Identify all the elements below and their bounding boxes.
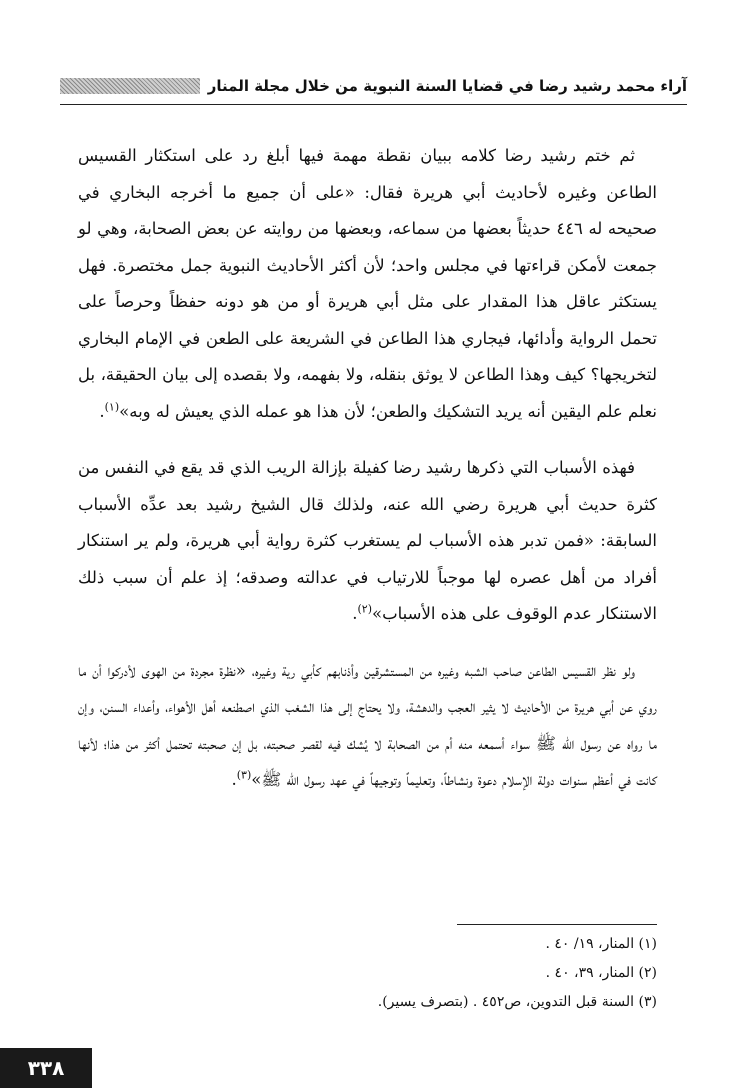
footnote: (٢) المنار، ٣٩، ٤٠ .: [545, 965, 657, 981]
paragraph-end: .: [231, 770, 237, 789]
page-number: ٣٣٨: [0, 1048, 92, 1088]
footnote-ref: (٣): [236, 768, 252, 782]
footnote-ref: (٢): [357, 602, 372, 616]
paragraph: ثم ختم رشيد رضا كلامه ببيان نقطة مهمة فيها أبلغ رد على استكثار القسيس الطاعن وغيره لأحاديث أبي هريرة فقال: «على أن جميع ما أخرجه البخاري في صحيحه له ٤٤٦ حديثاً بعضها من سماعه، وبعضها من روايته عن بعض الصحابة، وهي لو جمعت لأمكن قراءتها في مجلس واحد؛ لأن أكثر الأحاديث النبوية جمل مختصرة. فهل يستكثر عاقل هذا المقدار على مثل أبي هريرة أو من هو دونه حفظاً وحرصاً على تحمل الرواية وأدائها، فيجاري هذا الطاعن في الشريعة على الطعن في الإمام البخاري لتخريجها؟ كيف وهذا الطاعن لا يوثق بنقله، ولا بفهمه، ولا بقصده إلى بيان الحقيقة، بل نعلم علم اليقين أنه يريد التشكيك والطعن؛ لأن هذا هو عمله الذي يعيش له وبه»$^{(١)}$.: [78, 146, 657, 421]
main-text: [78, 138, 657, 819]
paragraph: [78, 653, 657, 799]
footnote-ref: (١): [104, 400, 120, 413]
header-divider: [60, 104, 687, 105]
footnote: (١) المنار، ١٩/ ٤٠ .: [545, 936, 657, 952]
paragraph-text: فهذه الأسباب التي ذكرها رشيد رضا كفيلة بإزالة الريب الذي قد يقع في النفس من كثرة حديث أبي هريرة رضي الله عنه، ولذلك قال الشيخ رشيد بعد عدِّه الأسباب السابقة: «فمن تدبر هذه الأسباب لم يستغرب كثرة رواية أبي هريرة، ولم ير استنكار أفراد من أهل عصره لها موجباً للارتياب في عدالته وصدقه؛ إذ علم أن سبب ذلك الاستنكار عدم الوقوف على هذه الأسباب»: [78, 458, 657, 623]
footnote-divider: [457, 924, 657, 925]
paragraph: فهذه الأسباب التي ذكرها رشيد رضا كفيلة بإزالة الريب الذي قد يقع في النفس من كثرة حديث أبي هريرة رضي الله عنه، ولذلك قال الشيخ رشيد بعد عدِّه الأسباب السابقة: «فمن تدبر هذه الأسباب لم يستغرب كثرة رواية أبي هريرة، ولم ير استنكار أفراد من أهل عصره لها موجباً للارتياب في عدالته وصدقه؛ إذ علم أن سبب ذلك الاستنكار عدم الوقوف على هذه الأسباب»$^{(٢)}$.: [78, 458, 657, 623]
header-shaded-bar: [60, 78, 200, 94]
footnote: (٣) السنة قبل التدوين، ص٤٥٢ . (بتصرف يسير).: [377, 994, 657, 1010]
header-title: آراء محمد رشيد رضا في قضايا السنة النبوية من خلال مجلة المنار: [207, 77, 687, 95]
paragraph-text: ثم ختم رشيد رضا كلامه ببيان نقطة مهمة فيها أبلغ رد على استكثار القسيس الطاعن وغيره لأحاديث أبي هريرة فقال: «على أن جميع ما أخرجه البخاري في صحيحه له ٤٤٦ حديثاً بعضها من سماعه، وبعضها من روايته عن بعض الصحابة، وهي لو جمعت لأمكن قراءتها في مجلس واحد؛ لأن أكثر الأحاديث النبوية جمل مختصرة. فهل يستكثر عاقل هذا المقدار على مثل أبي هريرة أو من هو دونه حفظاً وحرصاً على تحمل الرواية وأدائها، فيجاري هذا الطاعن في الشريعة على الطعن في الإمام البخاري لتخريجها؟ كيف وهذا الطاعن لا يوثق بنقله، ولا بفهمه، ولا بقصده إلى بيان الحقيقة، بل نعلم علم اليقين أنه يريد التشكيك والطعن؛ لأن هذا هو عمله الذي يعيش له وبه»: [78, 146, 657, 421]
paragraph-text: ولو نظر القسيس الطاعن صاحب الشبه وغيره من المستشرقين وأذنابهم كأبي رية وغيره، «نظرة مجردة من الهوى لأدركوا أن ما روي عن أبي هريرة من الأحاديث لا يثير العجب والدهشة، ولا يحتاج إلى هذا الشغب الذي اصطنعه أهل الأهواء، وأعداء السنن، وإن ما رواه عن رسول الله ﷺ سواء أسمعه منه أم من الصحابة لا يُشك فيه لقصر صحبته، بل إن صحبته تحتمل أكثر من هذا؛ لأنها كانت في أعظم سنوات دولة الإسلام دعوة ونشاطاً، وتعليماً وتوجيهاً في عهد رسول الله ﷺ»: [78, 660, 657, 789]
footnotes: [78, 930, 657, 1017]
running-header: [60, 72, 687, 100]
